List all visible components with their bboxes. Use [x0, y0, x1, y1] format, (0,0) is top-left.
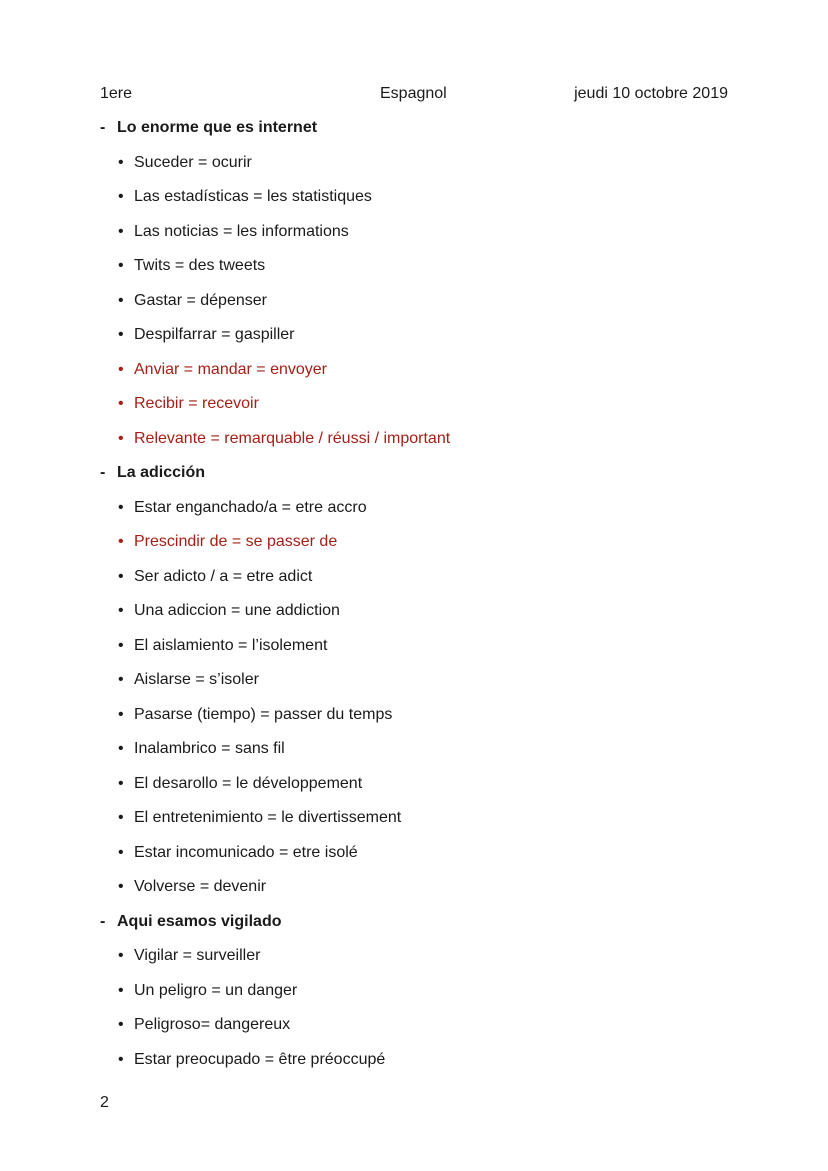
- vocab-item-text: Un peligro = un danger: [134, 981, 298, 999]
- section-title: [100, 111, 740, 146]
- vocab-item-text: Vigilar = surveiller: [134, 947, 261, 965]
- section-title: [100, 905, 740, 940]
- vocab-item: [100, 836, 740, 871]
- date: jeudi 10 octobre 2019: [574, 85, 728, 102]
- vocab-item: [100, 560, 740, 595]
- vocab-item: [100, 698, 740, 733]
- bullet-icon: •: [118, 671, 124, 689]
- bullet-icon: •: [118, 602, 124, 620]
- vocab-item-text: Anviar = mandar = envoyer: [134, 360, 327, 378]
- bullet-icon: •: [118, 360, 124, 378]
- vocab-item-text: Estar incomunicado = etre isolé: [134, 843, 358, 861]
- bullet-icon: •: [118, 498, 124, 516]
- dash-marker: -: [100, 119, 106, 137]
- dash-marker: -: [100, 464, 106, 482]
- vocab-item-text: El entretenimiento = le divertissement: [134, 809, 402, 827]
- bullet-icon: •: [118, 843, 124, 861]
- bullet-icon: •: [118, 636, 124, 654]
- vocab-item: [100, 491, 740, 526]
- vocab-item-text: Prescindir de = se passer de: [134, 533, 338, 551]
- bullet-icon: •: [118, 809, 124, 827]
- bullet-icon: •: [118, 429, 124, 447]
- vocab-item-text: Relevante = remarquable / réussi / important: [134, 429, 451, 447]
- bullet-icon: •: [118, 878, 124, 896]
- vocab-item: [100, 249, 740, 284]
- vocab-item: [100, 180, 740, 215]
- vocab-item: [100, 1008, 740, 1043]
- vocab-item-text: Estar enganchado/a = etre accro: [134, 498, 367, 516]
- vocab-item: [100, 801, 740, 836]
- vocab-item: [100, 767, 740, 802]
- bullet-icon: •: [118, 395, 124, 413]
- vocab-item-text: Despilfarrar = gaspiller: [134, 326, 295, 344]
- bullet-icon: •: [118, 740, 124, 758]
- vocab-item: [100, 1043, 740, 1078]
- vocab-item: [100, 146, 740, 181]
- vocab-item-text: Volverse = devenir: [134, 878, 267, 896]
- vocab-item: [100, 594, 740, 629]
- section-title-text: La adicción: [117, 464, 206, 482]
- bullet-icon: •: [118, 774, 124, 792]
- vocab-item: [100, 353, 740, 388]
- vocab-item: [100, 663, 740, 698]
- bullet-icon: •: [118, 533, 124, 551]
- vocab-item-text: Gastar = dépenser: [134, 291, 267, 309]
- bullet-icon: •: [118, 1016, 124, 1034]
- section-title-text: Lo enorme que es internet: [117, 119, 318, 137]
- vocab-item-text: Las noticias = les informations: [134, 222, 349, 240]
- section-title: [100, 456, 740, 491]
- vocab-item-text: Inalambrico = sans fil: [134, 740, 285, 758]
- bullet-icon: •: [118, 567, 124, 585]
- vocab-item: [100, 629, 740, 664]
- vocab-item: [100, 422, 740, 457]
- bullet-icon: •: [118, 153, 124, 171]
- vocab-item: [100, 387, 740, 422]
- bullet-icon: •: [118, 705, 124, 723]
- bullet-icon: •: [118, 1050, 124, 1068]
- vocab-item: [100, 974, 740, 1009]
- vocab-item: [100, 939, 740, 974]
- vocab-item: [100, 732, 740, 767]
- vocab-item-text: El desarollo = le développement: [134, 774, 363, 792]
- vocab-item-text: Twits = des tweets: [134, 257, 266, 275]
- vocab-item: [100, 284, 740, 319]
- vocab-item-text: Estar preocupado = être préoccupé: [134, 1050, 386, 1068]
- bullet-icon: •: [118, 222, 124, 240]
- vocab-item-text: Una adiccion = une addiction: [134, 602, 340, 620]
- vocab-item-text: Ser adicto / a = etre adict: [134, 567, 313, 585]
- page-number: 2: [100, 1094, 109, 1111]
- vocabulary-list: [100, 111, 740, 1077]
- vocab-item: [100, 215, 740, 250]
- vocab-item-text: Pasarse (tiempo) = passer du temps: [134, 705, 393, 723]
- vocab-item-text: El aislamiento = l’isolement: [134, 636, 328, 654]
- subject-title: Espagnol: [380, 85, 447, 102]
- vocab-item-text: Aislarse = s’isoler: [134, 671, 259, 689]
- bullet-icon: •: [118, 188, 124, 206]
- vocab-item-text: Peligroso= dangereux: [134, 1016, 291, 1034]
- class-level: 1ere: [100, 85, 133, 102]
- vocab-item-text: Suceder = ocurir: [134, 153, 252, 171]
- vocab-item-text: Recibir = recevoir: [134, 395, 259, 413]
- bullet-icon: •: [118, 981, 124, 999]
- bullet-icon: •: [118, 947, 124, 965]
- vocab-item-text: Las estadísticas = les statistiques: [134, 188, 372, 206]
- dash-marker: -: [100, 912, 106, 930]
- bullet-icon: •: [118, 257, 124, 275]
- section-title-text: Aqui esamos vigilado: [117, 912, 282, 930]
- bullet-icon: •: [118, 326, 124, 344]
- page-header: [100, 84, 728, 104]
- vocab-item: [100, 318, 740, 353]
- vocab-item: [100, 525, 740, 560]
- vocab-item: [100, 870, 740, 905]
- bullet-icon: •: [118, 291, 124, 309]
